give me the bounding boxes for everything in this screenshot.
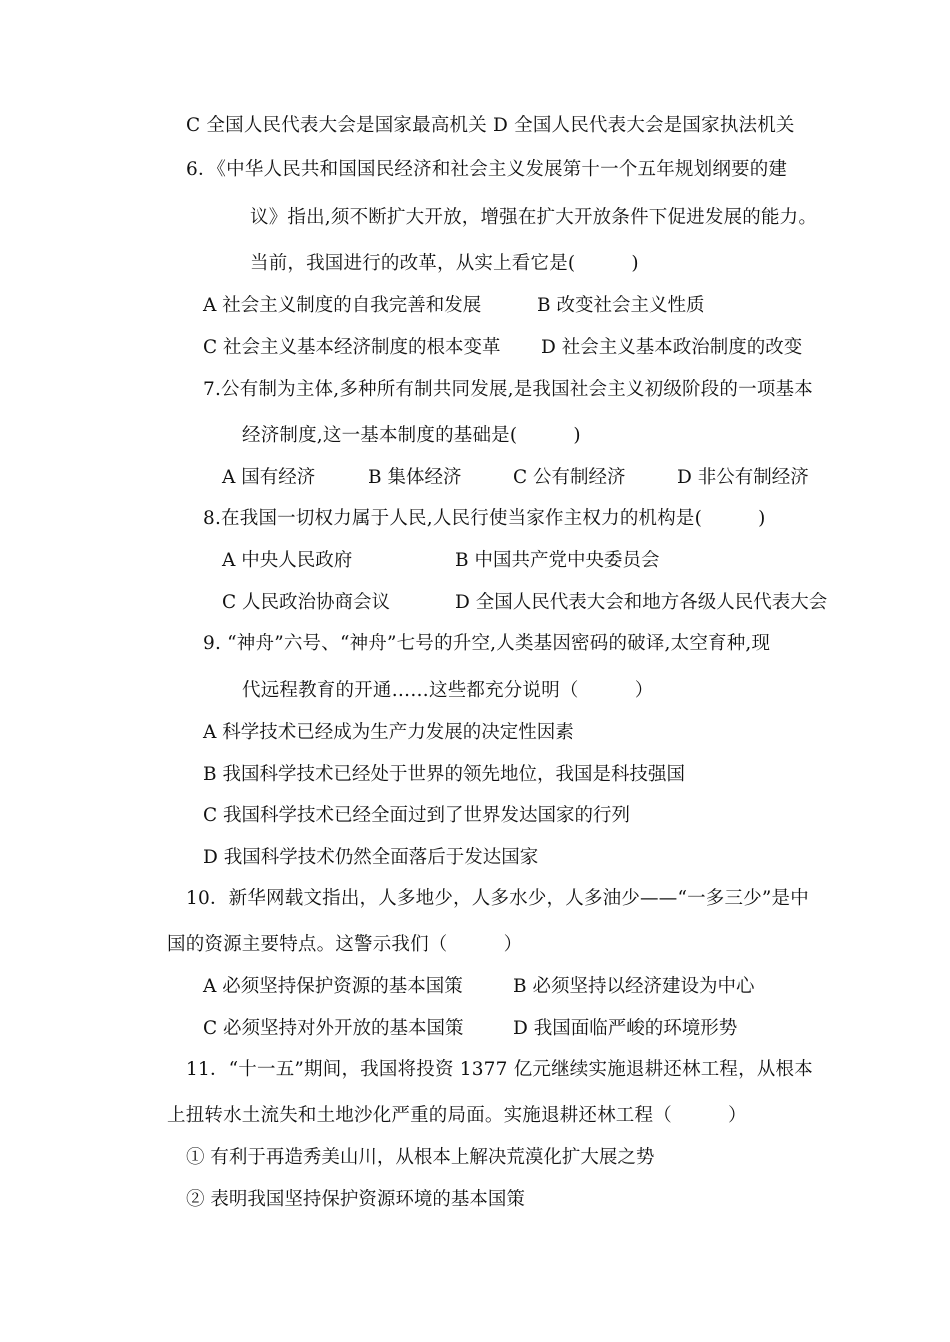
q10-option-a: A 必须坚持保护资源的基本国策 [203,976,463,997]
q7-stem-line1: 7.公有制为主体,多种所有制共同发展,是我国社会主义初级阶段的一项基本 [203,379,813,400]
q7-option-c: C 公有制经济 [513,467,626,488]
q9-option-d: D 我国科学技术仍然全面落后于发达国家 [203,847,539,868]
q6-option-b: B 改变社会主义性质 [537,295,705,316]
q8-option-a: A 中央人民政府 [222,550,353,571]
q8-option-d: D 全国人民代表大会和地方各级人民代表大会 [455,592,828,613]
q9-stem-line1: 9. “神舟”六号、“神舟”七号的升空,人类基因密码的破译,太空育种,现 [203,633,771,654]
q10-stem-line2: 国的资源主要特点。这警示我们（ ） [167,934,523,955]
q11-option-2: ② 表明我国坚持保护资源环境的基本国策 [186,1189,525,1210]
q7-option-d: D 非公有制经济 [677,467,809,488]
q6-stem-line2: 议》指出,须不断扩大开放，增强在扩大开放条件下促进发展的能力。 [250,207,818,228]
q9-stem-line2: 代远程教育的开通……这些都充分说明（ ） [242,680,654,701]
q5-options-cd: C 全国人民代表大会是国家最高机关 D 全国人民代表大会是国家执法机关 [186,115,795,136]
q9-option-b: B 我国科学技术已经处于世界的领先地位，我国是科技强国 [203,764,685,785]
q9-option-c: C 我国科学技术已经全面过到了世界发达国家的行列 [203,805,631,826]
q11-option-1: ① 有利于再造秀美山川，从根本上解决荒漠化扩大展之势 [186,1147,655,1168]
q6-option-a: A 社会主义制度的自我完善和发展 [203,295,482,316]
q7-stem-line2: 经济制度,这一基本制度的基础是( ) [242,425,581,446]
q6-option-d: D 社会主义基本政治制度的改变 [541,337,803,358]
q10-option-d: D 我国面临严峻的环境形势 [513,1018,738,1039]
q11-stem-line2: 上扭转水土流失和土地沙化严重的局面。实施退耕还林工程（ ） [167,1105,747,1126]
q6-option-c: C 社会主义基本经济制度的根本变革 [203,337,501,358]
q8-option-c: C 人民政治协商会议 [222,592,391,613]
q6-stem-line3: 当前，我国进行的改革，从实上看它是( ) [250,253,639,274]
q7-option-a: A 国有经济 [222,467,316,488]
q9-option-a: A 科学技术已经成为生产力发展的决定性因素 [203,722,574,743]
q7-option-b: B 集体经济 [368,467,462,488]
q10-stem-line1: 10．新华网载文指出，人多地少，人多水少，人多油少——“一多三少”是中 [186,888,809,909]
q11-stem-line1: 11．“十一五”期间，我国将投资 1377 亿元继续实施退耕还林工程，从根本 [186,1059,813,1080]
q10-option-c: C 必须坚持对外开放的基本国策 [203,1018,464,1039]
q6-stem-line1: 6．《中华人民共和国国民经济和社会主义发展第十一个五年规划纲要的建 [186,159,788,180]
q10-option-b: B 必须坚持以经济建设为中心 [513,976,755,997]
q8-option-b: B 中国共产党中央委员会 [455,550,660,571]
q8-stem: 8.在我国一切权力属于人民,人民行使当家作主权力的机构是( ) [203,508,766,529]
